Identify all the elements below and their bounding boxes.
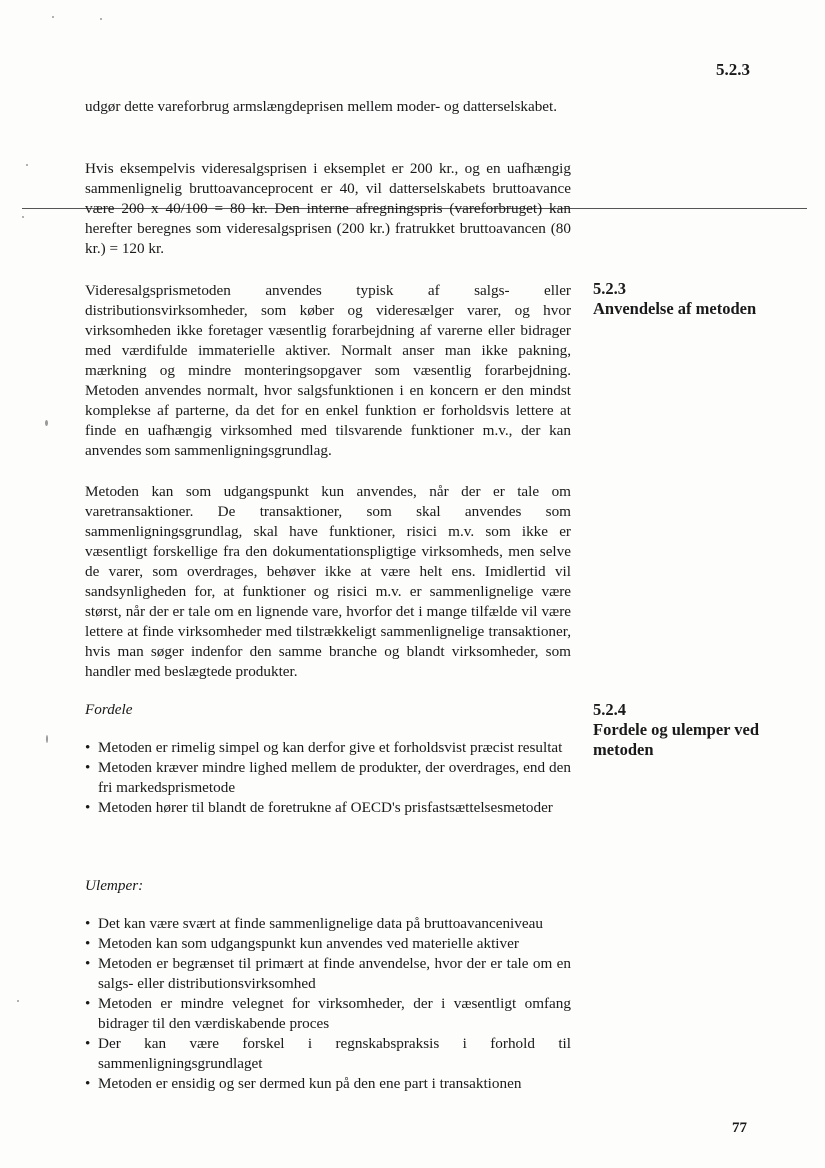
paragraph-1 (85, 97, 571, 117)
list-item-text: Det kan være svært at finde sammenlignelige data på bruttoavanceniveau (98, 915, 543, 932)
bullet-icon: • (85, 935, 91, 952)
paragraph-2 (85, 159, 571, 259)
list-item-text: Metoden kræver mindre lighed mellem de produkter, der overdrages, end den fri markedsprismetode (98, 759, 571, 796)
page-number: 77 (732, 1120, 747, 1136)
scan-speck (45, 420, 48, 426)
list-item-text: Metoden er begrænset til primært at finde anvendelse, hvor der er tale om en salgs- eller distributionsvirksomhed (98, 955, 571, 992)
scan-speck (17, 1000, 19, 1002)
list-item (85, 1074, 571, 1094)
bullet-icon: • (85, 915, 91, 932)
list-item-text: Metoden kan som udgangspunkt kun anvendes ved materielle aktiver (98, 935, 519, 952)
margin-heading-number: 5.2.3 (593, 279, 626, 298)
bullet-icon: • (85, 1075, 91, 1092)
list-item (85, 738, 571, 758)
paragraph-2-text: Hvis eksempelvis videresalgsprisen i eksemplet er 200 kr., og en uafhængig sammenlignelig bruttoavanceprocent er 40, vil datterselskabets bruttoavance være 200 x 40/100 = 80 kr. Den interne afregningspris (vareforbruget) kan herefter beregnes som videresalgsprisen (200 kr.) fratrukket bruttoavancen (80 kr.) = 120 kr. (85, 160, 571, 257)
list-item (85, 1034, 571, 1074)
fordele-list (85, 738, 571, 818)
bullet-icon: • (85, 739, 91, 756)
running-header-section-number: 5.2.3 (716, 60, 750, 79)
bullet-icon: • (85, 995, 91, 1012)
list-item-text: Metoden er ensidig og ser dermed kun på den ene part i transaktionen (98, 1075, 522, 1092)
bullet-icon: • (85, 1035, 91, 1052)
scan-speck (52, 16, 54, 18)
list-item-text: Metoden er rimelig simpel og kan derfor give et forholdsvist præcist resultat (98, 739, 563, 756)
margin-heading-5-2-4 (593, 700, 793, 760)
list-item (85, 994, 571, 1034)
ulemper-heading: Ulemper: (85, 877, 144, 894)
fordele-heading: Fordele (85, 701, 133, 718)
list-item (85, 914, 571, 934)
list-item (85, 934, 571, 954)
list-item (85, 758, 571, 798)
paragraph-3-text: Videresalgsprismetoden anvendes typisk af salgs- eller distributionsvirksomheder, som køber og videresælger varer, og hvor virksomheden ikke foretager væsentlig forarbejdning af varerne eller bidrager med værdifulde immaterielle aktiver. Normalt anser man ikke pakning, mærkning og mindre monteringsopgaver som væsentlig forarbejdning. Metoden anvendes normalt, hvor salgsfunktionen i en koncern er den mindst komplekse af parterne, da det for en enkel funktion er forholdsvis lettere at finde en uafhængig virksomhed med tilsvarende funktioner m.v., der kan anvendes som sammenligningsgrundlag. (85, 282, 571, 459)
scan-speck (22, 216, 24, 218)
paragraph-1-text: udgør dette vareforbrug armslængdeprisen mellem moder- og datterselskabet. (85, 98, 558, 115)
scan-speck (100, 18, 102, 20)
margin-heading-title: Fordele og ulemper ved metoden (593, 720, 760, 759)
scan-speck (46, 735, 48, 743)
bullet-icon: • (85, 759, 91, 776)
list-item-text: Metoden hører til blandt de foretrukne af OECD's prisfastsættelsesmetoder (98, 799, 553, 816)
paragraph-3 (85, 281, 571, 461)
paragraph-4-text: Metoden kan som udgangspunkt kun anvendes, når der er tale om varetransaktioner. De transaktioner, som skal anvendes som sammenligningsgrundlag, skal have funktioner, risici m.v. som ikke er væsentligt forskellige fra den dokumentationspligtige virksomheds, men selve de varer, som overdrages, behøver ikke at være helt ens. Imidlertid vil sandsynligheden for, at funktioner og risici m.v. er sammenlignelige være størst, når der er tale om en lignende vare, hvorfor det i mange tilfælde vil være lettere at finde virksomheder med tilstrækkeligt sammenlignelige transaktioner, hvis man søger indenfor den samme branche og blandt virksomheder, som handler med beslægtede produkter. (85, 483, 571, 680)
ulemper-list (85, 914, 571, 1094)
scan-speck (26, 164, 28, 166)
list-item (85, 954, 571, 994)
bullet-icon: • (85, 955, 91, 972)
margin-heading-5-2-3 (593, 279, 793, 319)
list-item-text: Metoden er mindre velegnet for virksomheder, der i væsentligt omfang bidrager til den værdiskabende proces (98, 995, 571, 1032)
bullet-icon: • (85, 799, 91, 816)
margin-heading-number: 5.2.4 (593, 700, 626, 719)
list-item-text: Der kan være forskel i regnskabspraksis i forhold til sammenligningsgrundlaget (98, 1035, 571, 1072)
list-item (85, 798, 571, 818)
paragraph-4 (85, 482, 571, 682)
margin-heading-title: Anvendelse af metoden (593, 299, 757, 318)
